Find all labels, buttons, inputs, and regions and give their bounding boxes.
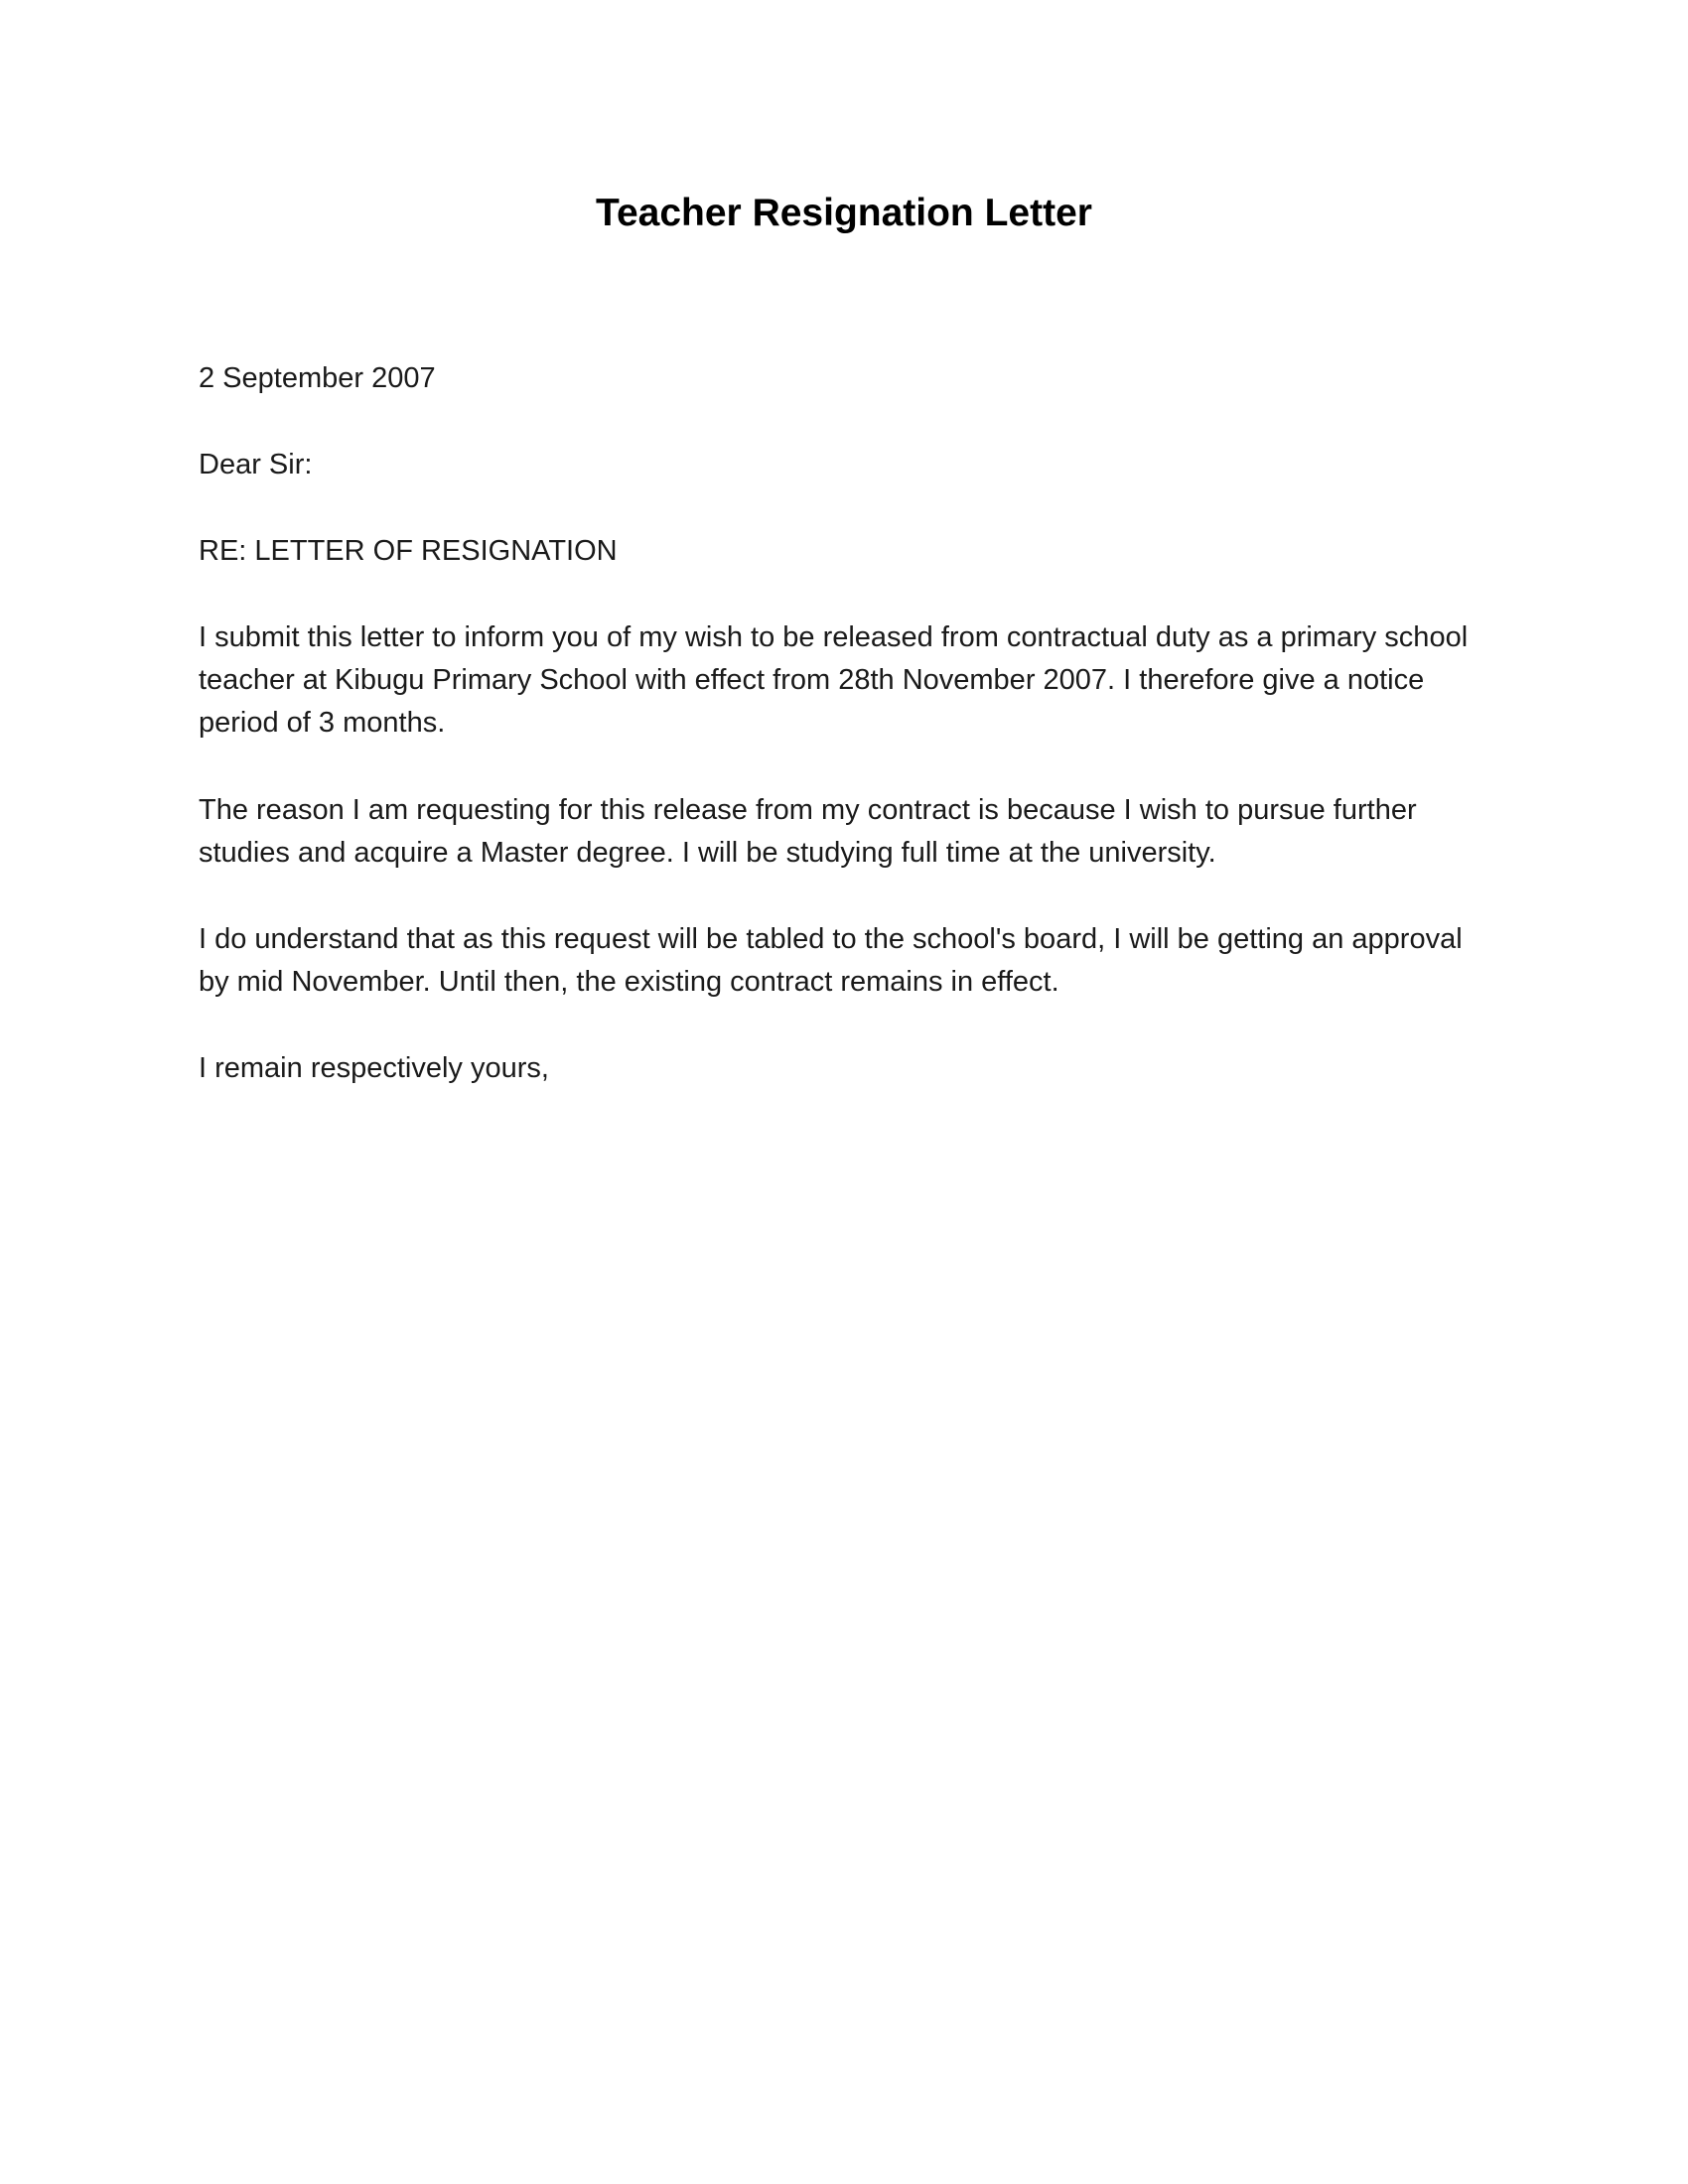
letter-paragraph-notice: I submit this letter to inform you of my wish to be released from contractual duty as a primary school teacher at Kibugu Primary School with effect from 28th November 2007. I therefore give a notice period of 3 months. bbox=[199, 621, 1469, 739]
letter-paragraph-reason: The reason I am requesting for this release from my contract is because I wish to pursue further studies and acquire a Master degree. I will be studying full time at the university. bbox=[199, 794, 1417, 869]
letter-closing: I remain respectively yours, bbox=[199, 1052, 549, 1084]
letter-date: 2 September 2007 bbox=[199, 362, 436, 394]
letter-title: Teacher Resignation Letter bbox=[596, 192, 1092, 234]
letter-salutation: Dear Sir: bbox=[199, 449, 313, 480]
letter-subject: RE: LETTER OF RESIGNATION bbox=[199, 535, 618, 567]
letter-paragraph-approval: I do understand that as this request will be tabled to the school's board, I will be getting an approval by mid November. Until then, the existing contract remains in effect. bbox=[199, 923, 1463, 998]
